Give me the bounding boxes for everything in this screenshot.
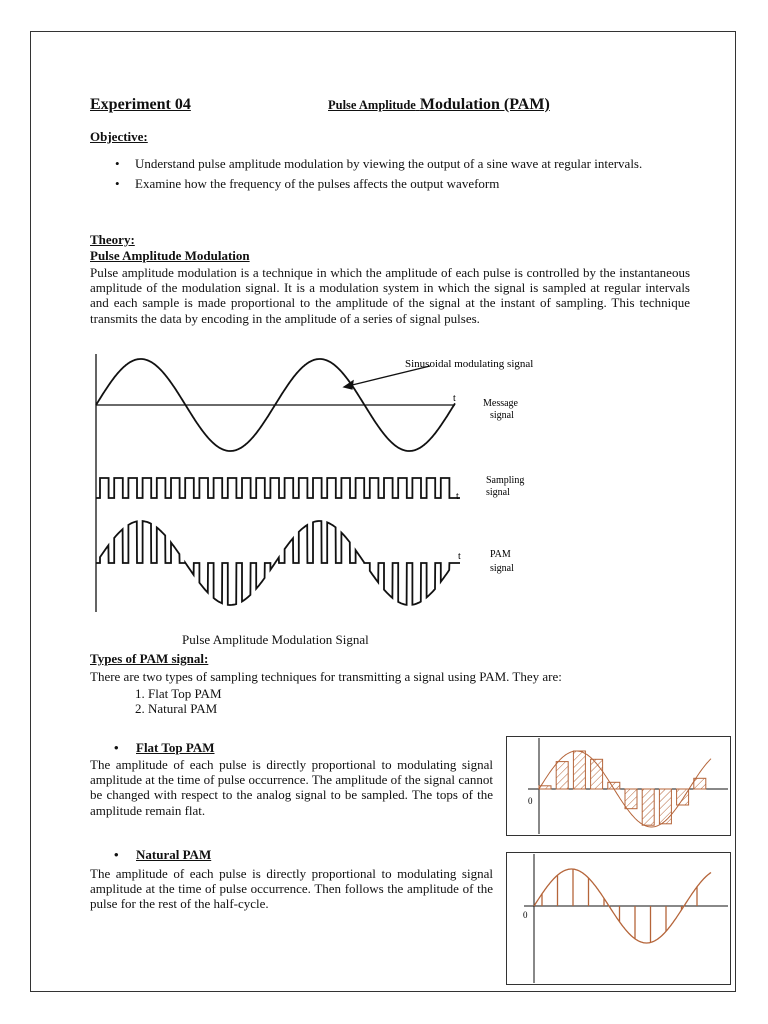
natural-bullet: • <box>114 847 119 862</box>
theory-subheading: Pulse Amplitude Modulation <box>90 248 250 263</box>
pam-label-2: signal <box>490 563 514 574</box>
experiment-title <box>328 96 550 114</box>
theory-heading: Theory: <box>90 232 135 247</box>
natural-heading: Natural PAM <box>136 847 212 862</box>
natural-frame <box>507 853 731 985</box>
flat-top-pulse <box>659 789 671 824</box>
experiment-number: Experiment 04 <box>90 96 191 113</box>
theory-paragraph: Pulse amplitude modulation is a technique in which the amplitude of each pulse is controlled by the instantaneous amplitude of the modulation signal. It is a modulation system in which the signal is sampled at regular intervals and each sample is made proportional to the amplitude of the signal at the instant of sampling. This technique transmits the data by encoding in the amplitude of a series of signal pulses. <box>90 265 690 326</box>
types-heading: Types of PAM signal: <box>90 651 209 666</box>
pam-figure <box>90 352 550 614</box>
annotation-arrow-head <box>344 381 353 389</box>
flat-top-bullet: • <box>114 740 119 755</box>
sampling-t-label: t <box>456 491 459 502</box>
flat-top-pulse <box>694 778 706 789</box>
message-label-2: signal <box>490 410 514 421</box>
annotation-label: Sinusoidal modulating signal <box>405 358 534 370</box>
sampling-pulse-train <box>96 478 460 498</box>
objective-item: • Understand pulse amplitude modulation by viewing the output of a sine wave at regular intervals. <box>115 156 690 171</box>
natural-zero-label: 0 <box>523 910 528 920</box>
flat-top-zero-label: 0 <box>528 796 533 806</box>
flat-top-text: The amplitude of each pulse is directly proportional to modulating signal amplitude at the time of pulse occurrence. The amplitude of the signal cannot be changed with respect to the analog signal to be sampled. The tops of the amplitude remain flat. <box>90 757 493 818</box>
sampling-label-1: Sampling <box>486 475 525 486</box>
objective-heading: Objective: <box>90 129 148 144</box>
natural-figure <box>506 852 731 985</box>
title-small-part: Pulse Amplitude <box>328 98 416 112</box>
figure-caption: Pulse Amplitude Modulation Signal <box>182 632 369 647</box>
pam-label-1: PAM <box>490 549 511 560</box>
flat-top-pulse <box>642 789 654 825</box>
flat-top-pulse <box>677 789 689 805</box>
message-t-label: t <box>453 393 456 404</box>
sampling-label-2: signal <box>486 487 510 498</box>
flat-top-pulses <box>539 751 706 825</box>
pam-output-wave <box>96 521 460 605</box>
flat-top-pulse <box>556 762 568 789</box>
message-label-1: Message <box>483 398 518 409</box>
flat-top-pulse <box>573 751 585 789</box>
objective-item: • Examine how the frequency of the pulses affects the output waveform <box>115 176 690 191</box>
flat-top-heading: Flat Top PAM <box>136 740 215 755</box>
types-list <box>135 686 222 716</box>
types-intro: There are two types of sampling techniques for transmitting a signal using PAM. They are: <box>90 669 562 684</box>
flat-top-pulse <box>625 789 637 809</box>
natural-text: The amplitude of each pulse is directly proportional to modulating signal amplitude at the time of pulse occurrence. Then follows the amplitude of the pulse for the rest of the half-cycle. <box>90 866 493 912</box>
types-list-item: 1. Flat Top PAM <box>135 686 222 701</box>
flat-top-figure <box>506 736 731 836</box>
objective-list <box>115 156 690 196</box>
pam-t-label: t <box>458 551 461 562</box>
title-large-part: Modulation (PAM) <box>419 96 550 113</box>
types-list-item: 2. Natural PAM <box>135 701 218 717</box>
